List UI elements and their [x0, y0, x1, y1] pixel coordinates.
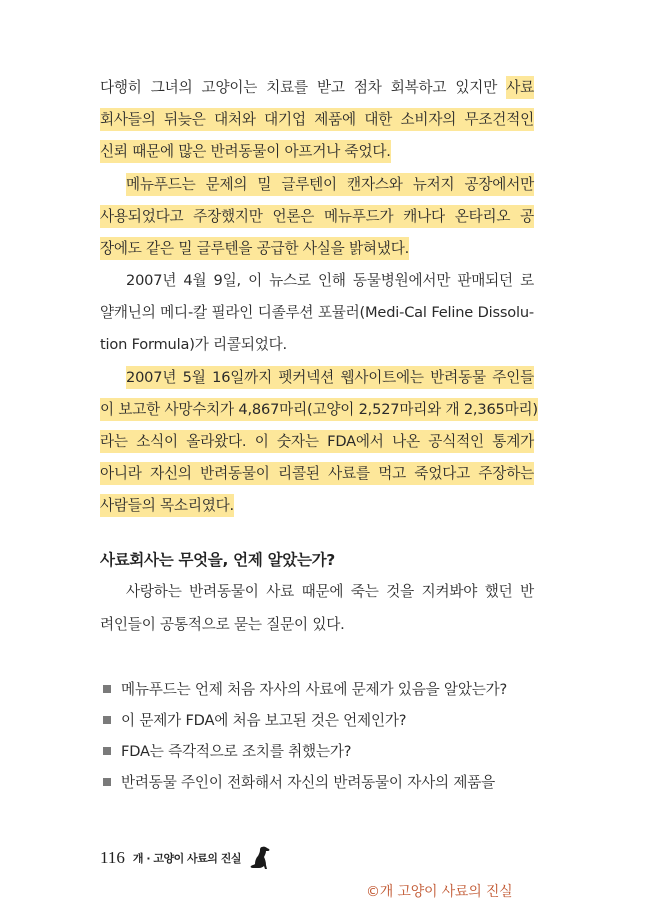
highlighted-text: 라는 소식이 올라왔다. 이 숫자는 FDA에서 나온 공식적인 통계가: [100, 430, 534, 453]
section-intro-line-2: [100, 609, 534, 641]
square-bullet-icon: [103, 747, 111, 755]
section-heading: 사료회사는 무엇을, 언제 알았는가?: [100, 551, 335, 569]
list-item: [100, 706, 534, 736]
paragraph-2-line-1: [100, 169, 534, 201]
paragraph-3-line-2: [100, 297, 534, 329]
highlighted-text: 2007년 5월 16일까지 펫커넥션 웹사이트에는 반려동물 주인들: [126, 366, 534, 389]
text: 2007년 4월 9일, 이 뉴스로 인해 동물병원에서만 판매되던 로: [126, 272, 534, 289]
square-bullet-icon: [103, 685, 111, 693]
highlighted-text: 회사들의 뒤늦은 대처와 대기업 제품에 대한 소비자의 무조건적인: [100, 108, 534, 131]
paragraph-2-line-2: [100, 201, 534, 233]
running-title: 개 · 고양이 사료의 진실: [132, 852, 242, 865]
list-item: [100, 675, 534, 705]
text: tion Formula)가 리콜되었다.: [100, 336, 287, 353]
highlighted-text: 이 보고한 사망수치가 4,867마리(고양이 2,527마리와 개 2,365마리): [100, 398, 538, 421]
text: 다행히 그녀의 고양이는 치료를 받고 점차 회복하고 있지만: [100, 79, 498, 96]
square-bullet-icon: [103, 716, 111, 724]
list-item-text: FDA는 즉각적으로 조치를 취했는가?: [121, 743, 352, 760]
dog-silhouette-icon: [247, 845, 271, 871]
list-item-text: 메뉴푸드는 언제 처음 자사의 사료에 문제가 있음을 알았는가?: [121, 681, 508, 698]
paragraph-4-line-5: [100, 490, 534, 522]
page-number: 116: [100, 848, 125, 867]
list-item-text: 이 문제가 FDA에 처음 보고된 것은 언제인가?: [121, 712, 407, 729]
highlighted-text: 아니라 자신의 반려동물이 리콜된 사료를 먹고 죽었다고 주장하는: [100, 462, 534, 485]
paragraph-1-line-3: [100, 136, 534, 168]
list-item: [100, 737, 534, 767]
copyright-watermark: ©개 고양이 사료의 진실: [366, 884, 513, 900]
highlighted-text: 메뉴푸드는 문제의 밀 글루텐이 캔자스와 뉴저지 공장에서만: [126, 173, 534, 196]
highlighted-text: 신뢰 때문에 많은 반려동물이 아프거나 죽었다.: [100, 140, 391, 163]
paragraph-1-line-2: [100, 104, 534, 136]
list-item: [100, 768, 534, 798]
paragraph-1-line-1: [100, 72, 534, 104]
text: 려인들이 공통적으로 묻는 질문이 있다.: [100, 616, 345, 633]
paragraph-3-line-1: [100, 265, 534, 297]
highlighted-text: 사용되었다고 주장했지만 언론은 메뉴푸드가 캐나다 온타리오 공: [100, 205, 534, 228]
highlighted-text: 사료: [506, 76, 534, 99]
text: 사랑하는 반려동물이 사료 때문에 죽는 것을 지켜봐야 했던 반: [126, 583, 534, 600]
highlighted-text: 사람들의 목소리였다.: [100, 494, 234, 517]
text: 얄캐닌의 메디-칼 필라인 디졸루션 포뮬러(Medi-Cal Feline Dissolu-: [100, 304, 534, 321]
list-item-text: 반려동물 주인이 전화해서 자신의 반려동물이 자사의 제품을: [121, 774, 496, 791]
paragraph-4-line-4: [100, 458, 534, 490]
page-footer: [100, 843, 271, 873]
paragraph-3-line-3: [100, 329, 534, 361]
square-bullet-icon: [103, 778, 111, 786]
paragraph-2-line-3: [100, 233, 534, 265]
section-intro-line-1: [100, 576, 534, 608]
highlighted-text: 장에도 같은 밀 글루텐을 공급한 사실을 밝혀냈다.: [100, 237, 409, 260]
paragraph-4-line-1: [100, 362, 534, 394]
paragraph-4-line-3: [100, 426, 534, 458]
paragraph-4-line-2: [100, 394, 538, 426]
